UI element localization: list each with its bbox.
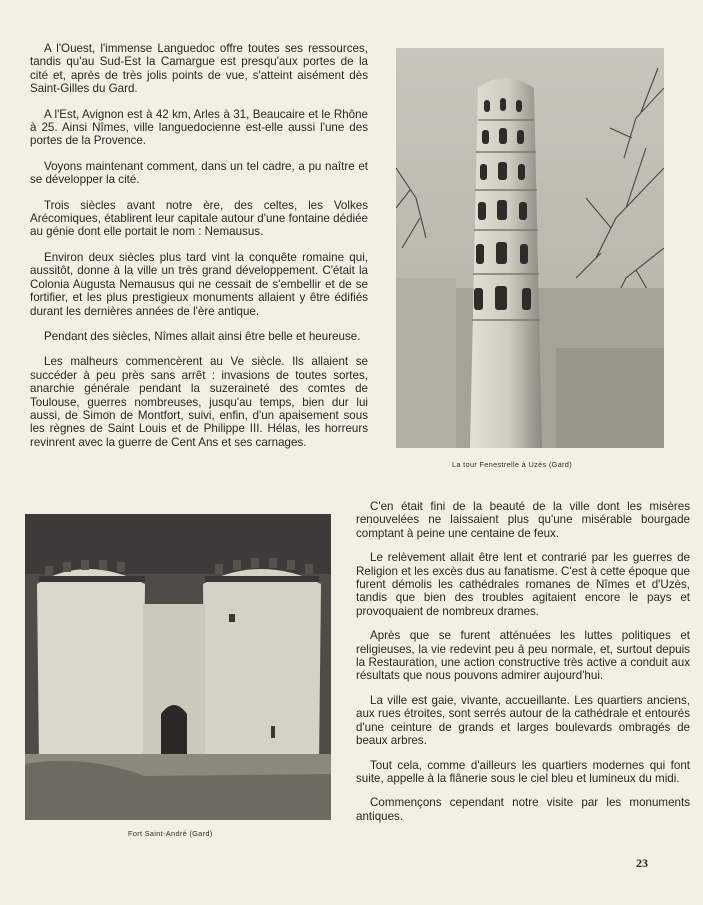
paragraph: Le relèvement allait être lent et contrarié par les guerres de Religion et les excès dus au fanatisme. C'est à cette époque que furent démolis les cathédrales romanes de Nîmes et d'Uzès, tandis que bien des troubles agitaient encore le pays et provoquaient de nombreux drames. (356, 551, 690, 618)
paragraph: A l'Ouest, l'immense Languedoc offre toutes ses ressources, tandis qu'au Sud-Est la Camargue est presqu'aux portes de la cité et, après de très jolis points de vue, s'atteint aisément dès Saint-Gilles du Gard. (30, 42, 368, 96)
paragraph: Environ deux siècles plus tard vint la conquête romaine qui, aussitôt, donne à la ville un très grand développement. C'était la Colonia Augusta Nemausus qui ne cessait de s'embellir et de se fortifier, et les plus prestigieux monuments allaient y être édifiés durant les dernières années de l'ère antique. (30, 250, 368, 318)
paragraph: Trois siècles avant notre ère, des celtes, les Volkes Arécomiques, établirent leur capitale autour d'une fontaine dédiée au génie dont elle portait le nom : Nemausus. (30, 198, 368, 239)
caption-tower: La tour Fenestrelle à Uzès (Gard) (452, 460, 572, 469)
photo-tour-fenestrelle (396, 48, 664, 448)
left-text-column (30, 42, 368, 461)
paragraph: Pendant des siècles, Nîmes allait ainsi être belle et heureuse. (44, 329, 361, 343)
paragraph: Les malheurs commencèrent au Ve siècle. Ils allaient se succéder à peu près sans arrêt : invasions de toutes sortes, anarchie générale pendant la suzeraineté des comtes de Toulouse, guerres nombreuses, jusqu'au temps, bien dur lui aussi, de Simon de Montfort, suivi, enfin, d'un apaisement sous les règnes de Saint Louis et de Philippe III. Hélas, les horreurs revinrent avec la guerre de Cent Ans et ses carnages. (30, 355, 368, 449)
paragraph: La ville est gaie, vivante, accueillante. Les quartiers anciens, aux rues étroites, sont serrés autour de la cathédrale et entourés d'une ceinture de grands et larges boulevards ombragés de beaux arbres. (356, 693, 690, 748)
paragraph: A l'Est, Avignon est à 42 km, Arles à 31, Beaucaire et le Rhône à 25. Ainsi Nîmes, ville languedocienne est-elle aussi l'une des portes de la Provence. (30, 107, 368, 148)
paragraph: Commençons cependant notre visite par les monuments antiques. (356, 796, 690, 823)
paragraph: Après que se furent atténuées les luttes politiques et religieuses, la vie redevint peu à peu normale, et, surtout depuis la Restauration, une action constructive très active a conduit aux résultats que nous pouvons admirer aujourd'hui. (356, 629, 690, 683)
paragraph: Tout cela, comme d'ailleurs les quartiers modernes qui font suite, appelle à la flânerie sous le ciel bleu et lumineux du midi. (356, 758, 690, 785)
fort-illustration (25, 514, 331, 820)
paragraph: C'en était fini de la beauté de la ville dont les misères renouvelées ne laissaient plus qu'une misérable bourgade comptant à peine une centaine de feux. (356, 500, 690, 540)
tower-illustration (396, 48, 664, 448)
page-number: 23 (636, 856, 648, 870)
paragraph: Voyons maintenant comment, dans un tel cadre, a pu naître et se développer la cité. (30, 159, 368, 187)
photo-fort-saint-andre (25, 514, 331, 820)
right-text-column (356, 500, 690, 834)
caption-fort: Fort Saint-André (Gard) (128, 829, 213, 838)
